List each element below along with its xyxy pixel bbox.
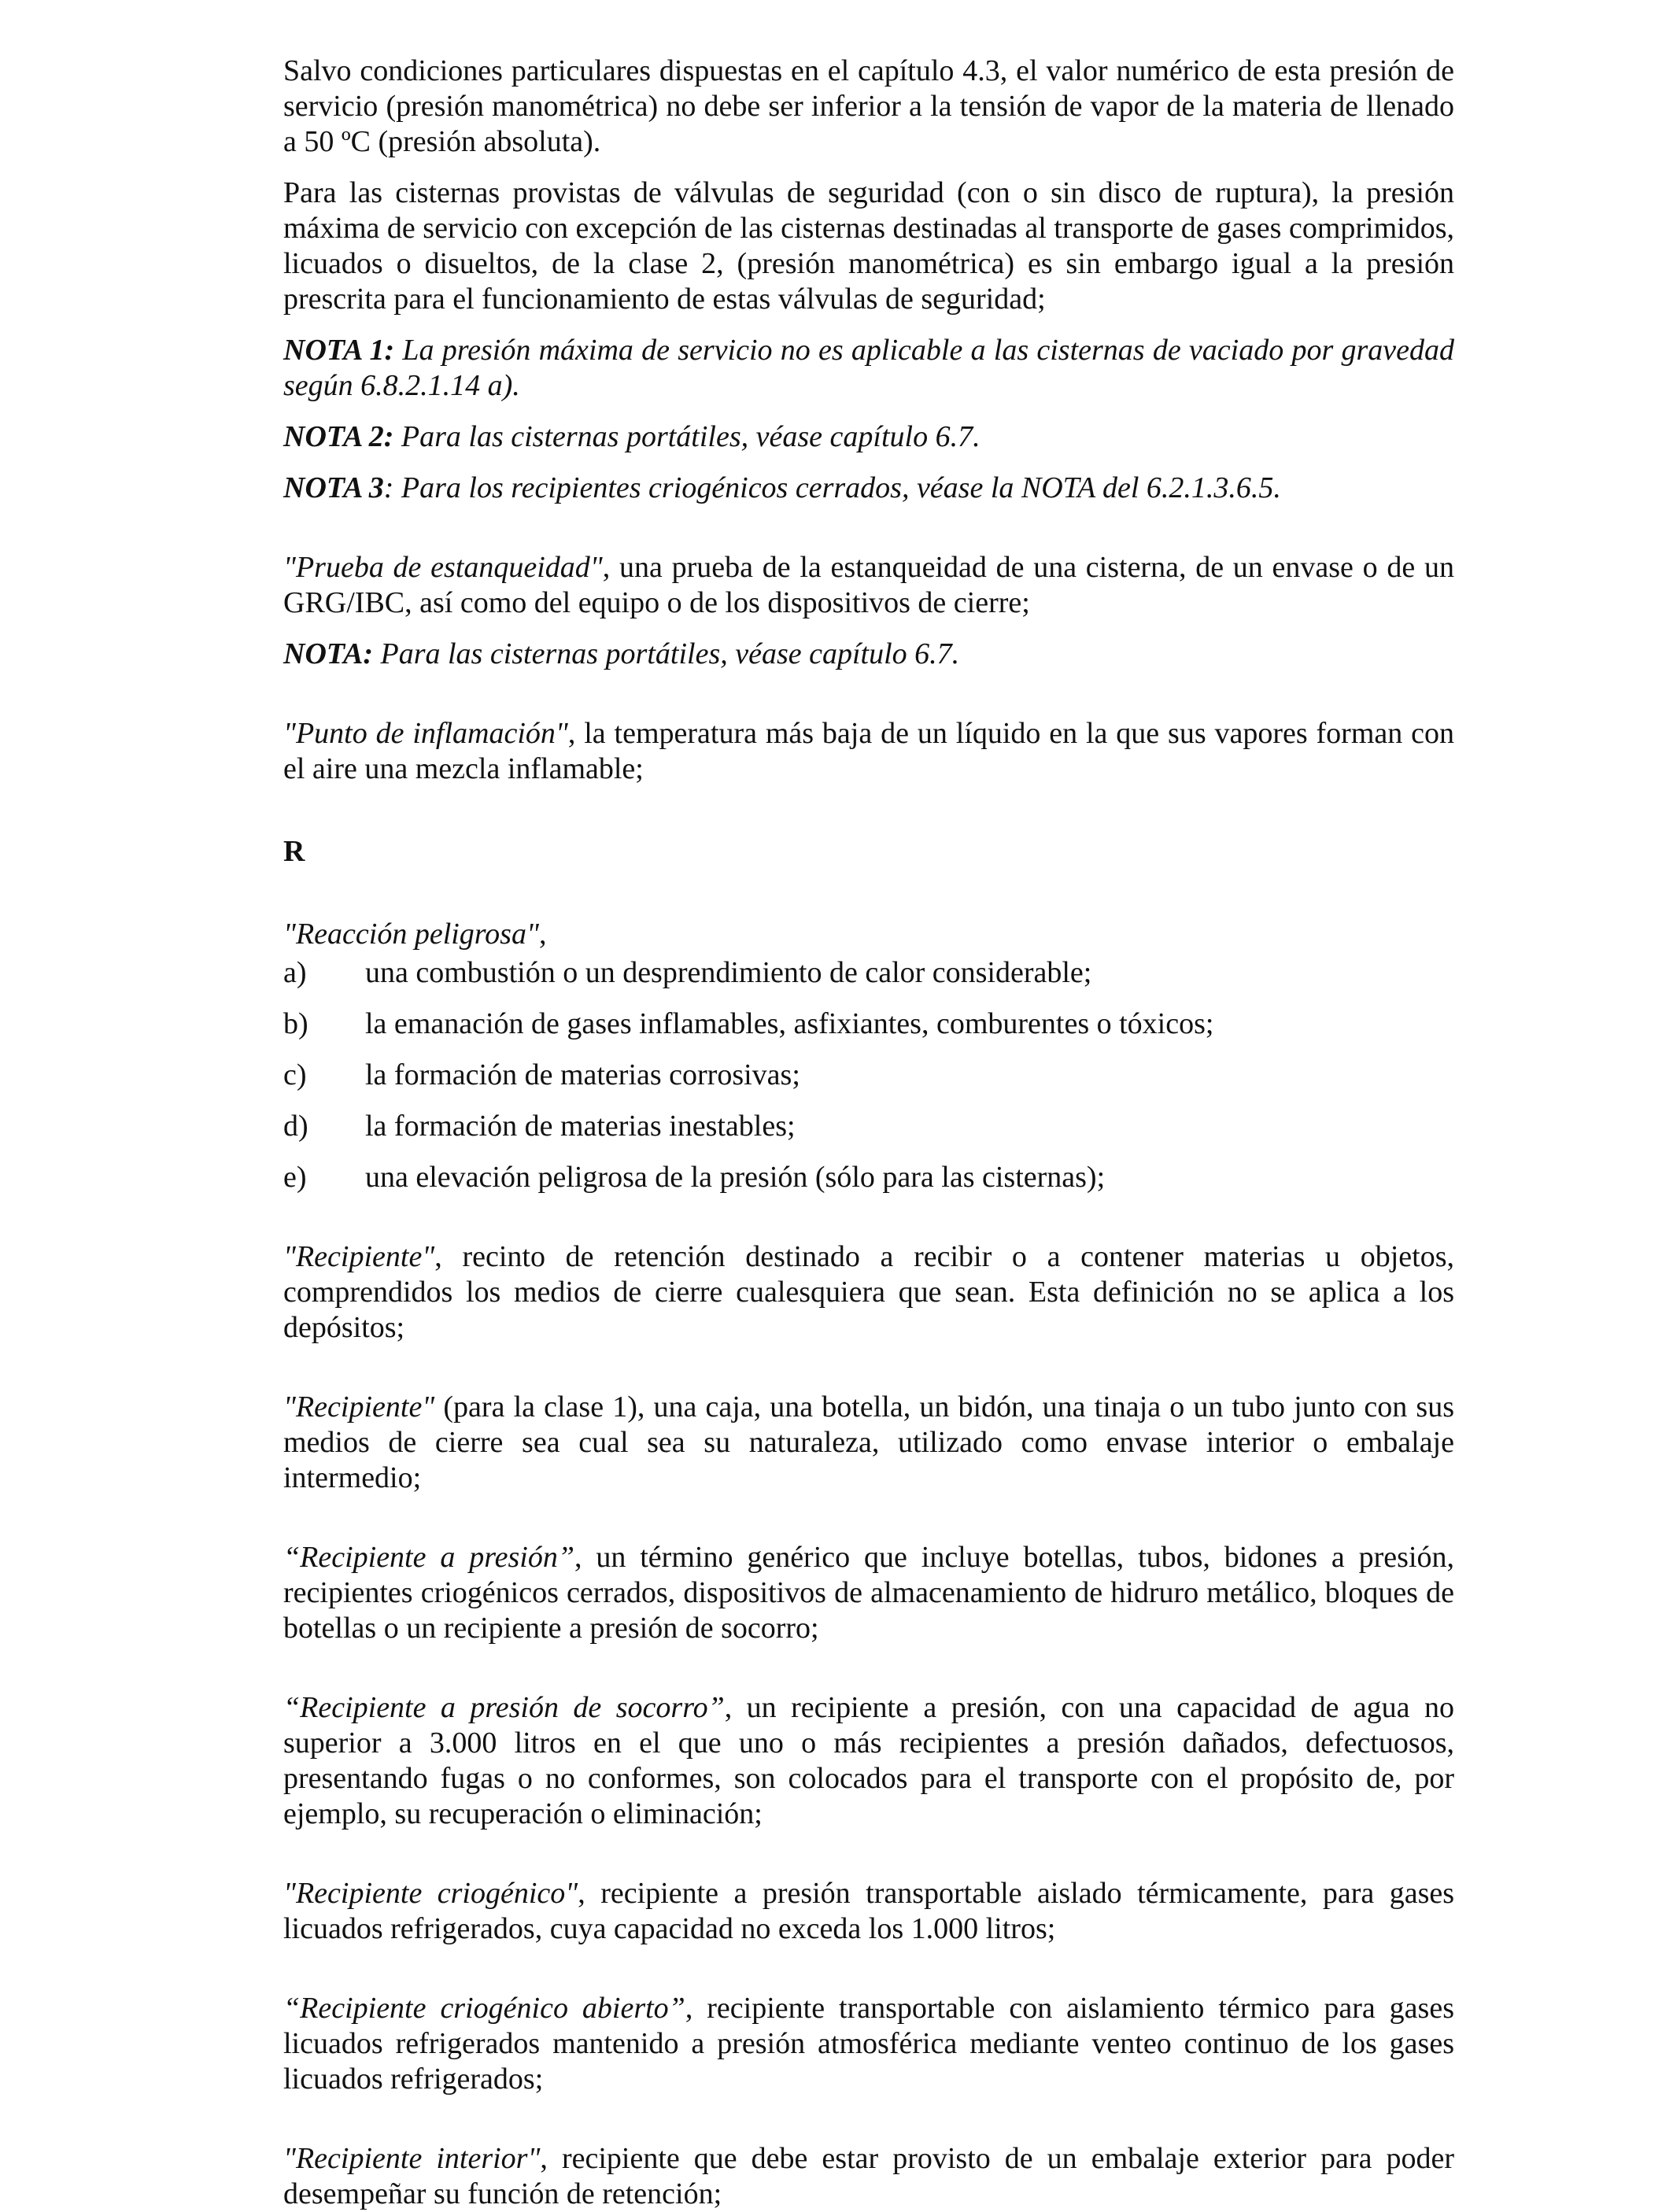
note-estanqueidad: [283, 637, 1454, 672]
definition-text: , la temperatura más baja de un líquido en la que sus vapores forman con el aire una mezcla inflamable;: [283, 717, 1454, 785]
term-recipiente: "Recipiente": [283, 1240, 435, 1273]
paragraph-presion-servicio: Salvo condiciones particulares dispuestas en el capítulo 4.3, el valor numérico de esta presión de servicio (presión manométrica) no debe ser inferior a la tensión de vapor de la materia de llenado a 50 ºC (presión absoluta).: [283, 54, 1454, 158]
list-item: [283, 1109, 1454, 1144]
list-item: [283, 1058, 1454, 1093]
note-label: NOTA:: [283, 637, 373, 670]
definition-text: , recipiente transportable con aislamiento térmico para gases licuados refrigerados mantenido a presión atmosférica mediante venteo continuo de los gases licuados refrigerados;: [283, 1992, 1454, 2096]
definition-text: , una prueba de la estanqueidad de una cisterna, de un envase o de un GRG/IBC, así como del equipo o de los dispositivos de cierre;: [283, 551, 1454, 619]
paragraph-cisternas-valvulas: Para las cisternas provistas de válvulas de seguridad (con o sin disco de ruptura), la presión máxima de servicio con excepción de las cisternas destinadas al transporte de gases comprimidos, licuados o disueltos, de la clase 2, (presión manométrica) es sin embargo igual a la presión prescrita para el funcionamiento de estas válvulas de seguridad;: [283, 176, 1454, 316]
definition-recipiente-criogenico-abierto: [283, 1991, 1454, 2097]
definition-recipiente-clase-1: [283, 1390, 1454, 1496]
note-2-label: NOTA 2:: [283, 420, 394, 453]
list-marker: a): [283, 956, 307, 989]
definition-text: , un recipiente a presión, con una capacidad de agua no superior a 3.000 litros en el que uno o más recipientes a presión dañados, defectuosos, presentando fugas o no conformes, son colocados para el transporte con el propósito de, por ejemplo, su recuperación o eliminación;: [283, 1691, 1454, 1830]
definition-text: (para la clase 1), una caja, una botella, un bidón, una tinaja o un tubo junto con sus medios de cierre sea cual sea su naturaleza, utilizado como envase interior o embalaje intermedio;: [283, 1390, 1454, 1494]
note-3-text: : Para los recipientes criogénicos cerrados, véase la NOTA del 6.2.1.3.6.5.: [383, 471, 1281, 504]
term-recipiente-criogenico: "Recipiente criogénico": [283, 1877, 578, 1910]
term-recipiente-a-presion: “Recipiente a presión”: [283, 1541, 574, 1574]
section-letter: R: [283, 835, 305, 868]
list-item-text: la formación de materias corrosivas;: [365, 1058, 800, 1091]
term-reaccion-peligrosa: "Reacción peligrosa": [283, 918, 539, 951]
definition-text: ,: [538, 918, 547, 951]
document-page: [283, 54, 1454, 2212]
definition-punto-inflamacion: [283, 716, 1454, 787]
term-recipiente-clase-1: "Recipiente": [283, 1390, 435, 1424]
term-recipiente-interior: "Recipiente interior": [283, 2142, 541, 2175]
note-1: [283, 333, 1454, 404]
note-1-label: NOTA 1:: [283, 334, 395, 367]
list-item: [283, 955, 1454, 991]
list-marker: e): [283, 1161, 307, 1194]
definition-text: , recipiente que debe estar provisto de un embalaje exterior para poder desempeñar su función de retención;: [283, 2142, 1454, 2210]
list-marker: b): [283, 1007, 308, 1040]
definition-prueba-estanqueidad: [283, 550, 1454, 621]
term-prueba-estanqueidad: "Prueba de estanqueidad": [283, 551, 603, 584]
term-recipiente-criogenico-abierto: “Recipiente criogénico abierto”: [283, 1992, 685, 2025]
note-1-text: La presión máxima de servicio no es aplicable a las cisternas de vaciado por gravedad según 6.8.2.1.14 a).: [283, 334, 1455, 402]
note-2-text: Para las cisternas portátiles, véase capítulo 6.7.: [393, 420, 981, 453]
definition-text: , recinto de retención destinado a recibir o a contener materias u objetos, comprendidos los medios de cierre cualesquiera que sean. Esta definición no se aplica a los depósitos;: [283, 1240, 1454, 1344]
definition-recipiente-criogenico: [283, 1876, 1454, 1947]
list-item-text: una elevación peligrosa de la presión (sólo para las cisternas);: [365, 1161, 1106, 1194]
term-recipiente-presion-socorro: “Recipiente a presión de socorro”: [283, 1691, 725, 1724]
list-marker: c): [283, 1058, 307, 1091]
definition-reaccion-peligrosa: [283, 917, 1454, 952]
note-3-label: NOTA 3: [283, 471, 384, 504]
definition-recipiente-interior: [283, 2141, 1454, 2212]
definition-recipiente: [283, 1239, 1454, 1346]
list-item-text: la emanación de gases inflamables, asfixiantes, comburentes o tóxicos;: [365, 1007, 1214, 1040]
note-3: [283, 471, 1454, 506]
definition-recipiente-a-presion: [283, 1540, 1454, 1646]
term-punto-inflamacion: "Punto de inflamación": [283, 717, 568, 750]
note-2: [283, 419, 1454, 455]
list-marker: d): [283, 1110, 308, 1143]
list-item-text: una combustión o un desprendimiento de calor considerable;: [365, 956, 1092, 989]
list-item: [283, 1006, 1454, 1042]
list-item-text: la formación de materias inestables;: [365, 1110, 796, 1143]
definition-text: , recipiente a presión transportable aislado térmicamente, para gases licuados refrigerados, cuya capacidad no exceda los 1.000 litros;: [283, 1877, 1455, 1945]
definition-recipiente-presion-socorro: [283, 1690, 1454, 1832]
definition-text: , un término genérico que incluye botellas, tubos, bidones a presión, recipientes criogénicos cerrados, dispositivos de almacenamiento de hidruro metálico, bloques de botellas o un recipiente a presión de socorro;: [283, 1541, 1455, 1645]
list-item: [283, 1160, 1454, 1195]
note-text: Para las cisternas portátiles, véase capítulo 6.7.: [373, 637, 960, 670]
